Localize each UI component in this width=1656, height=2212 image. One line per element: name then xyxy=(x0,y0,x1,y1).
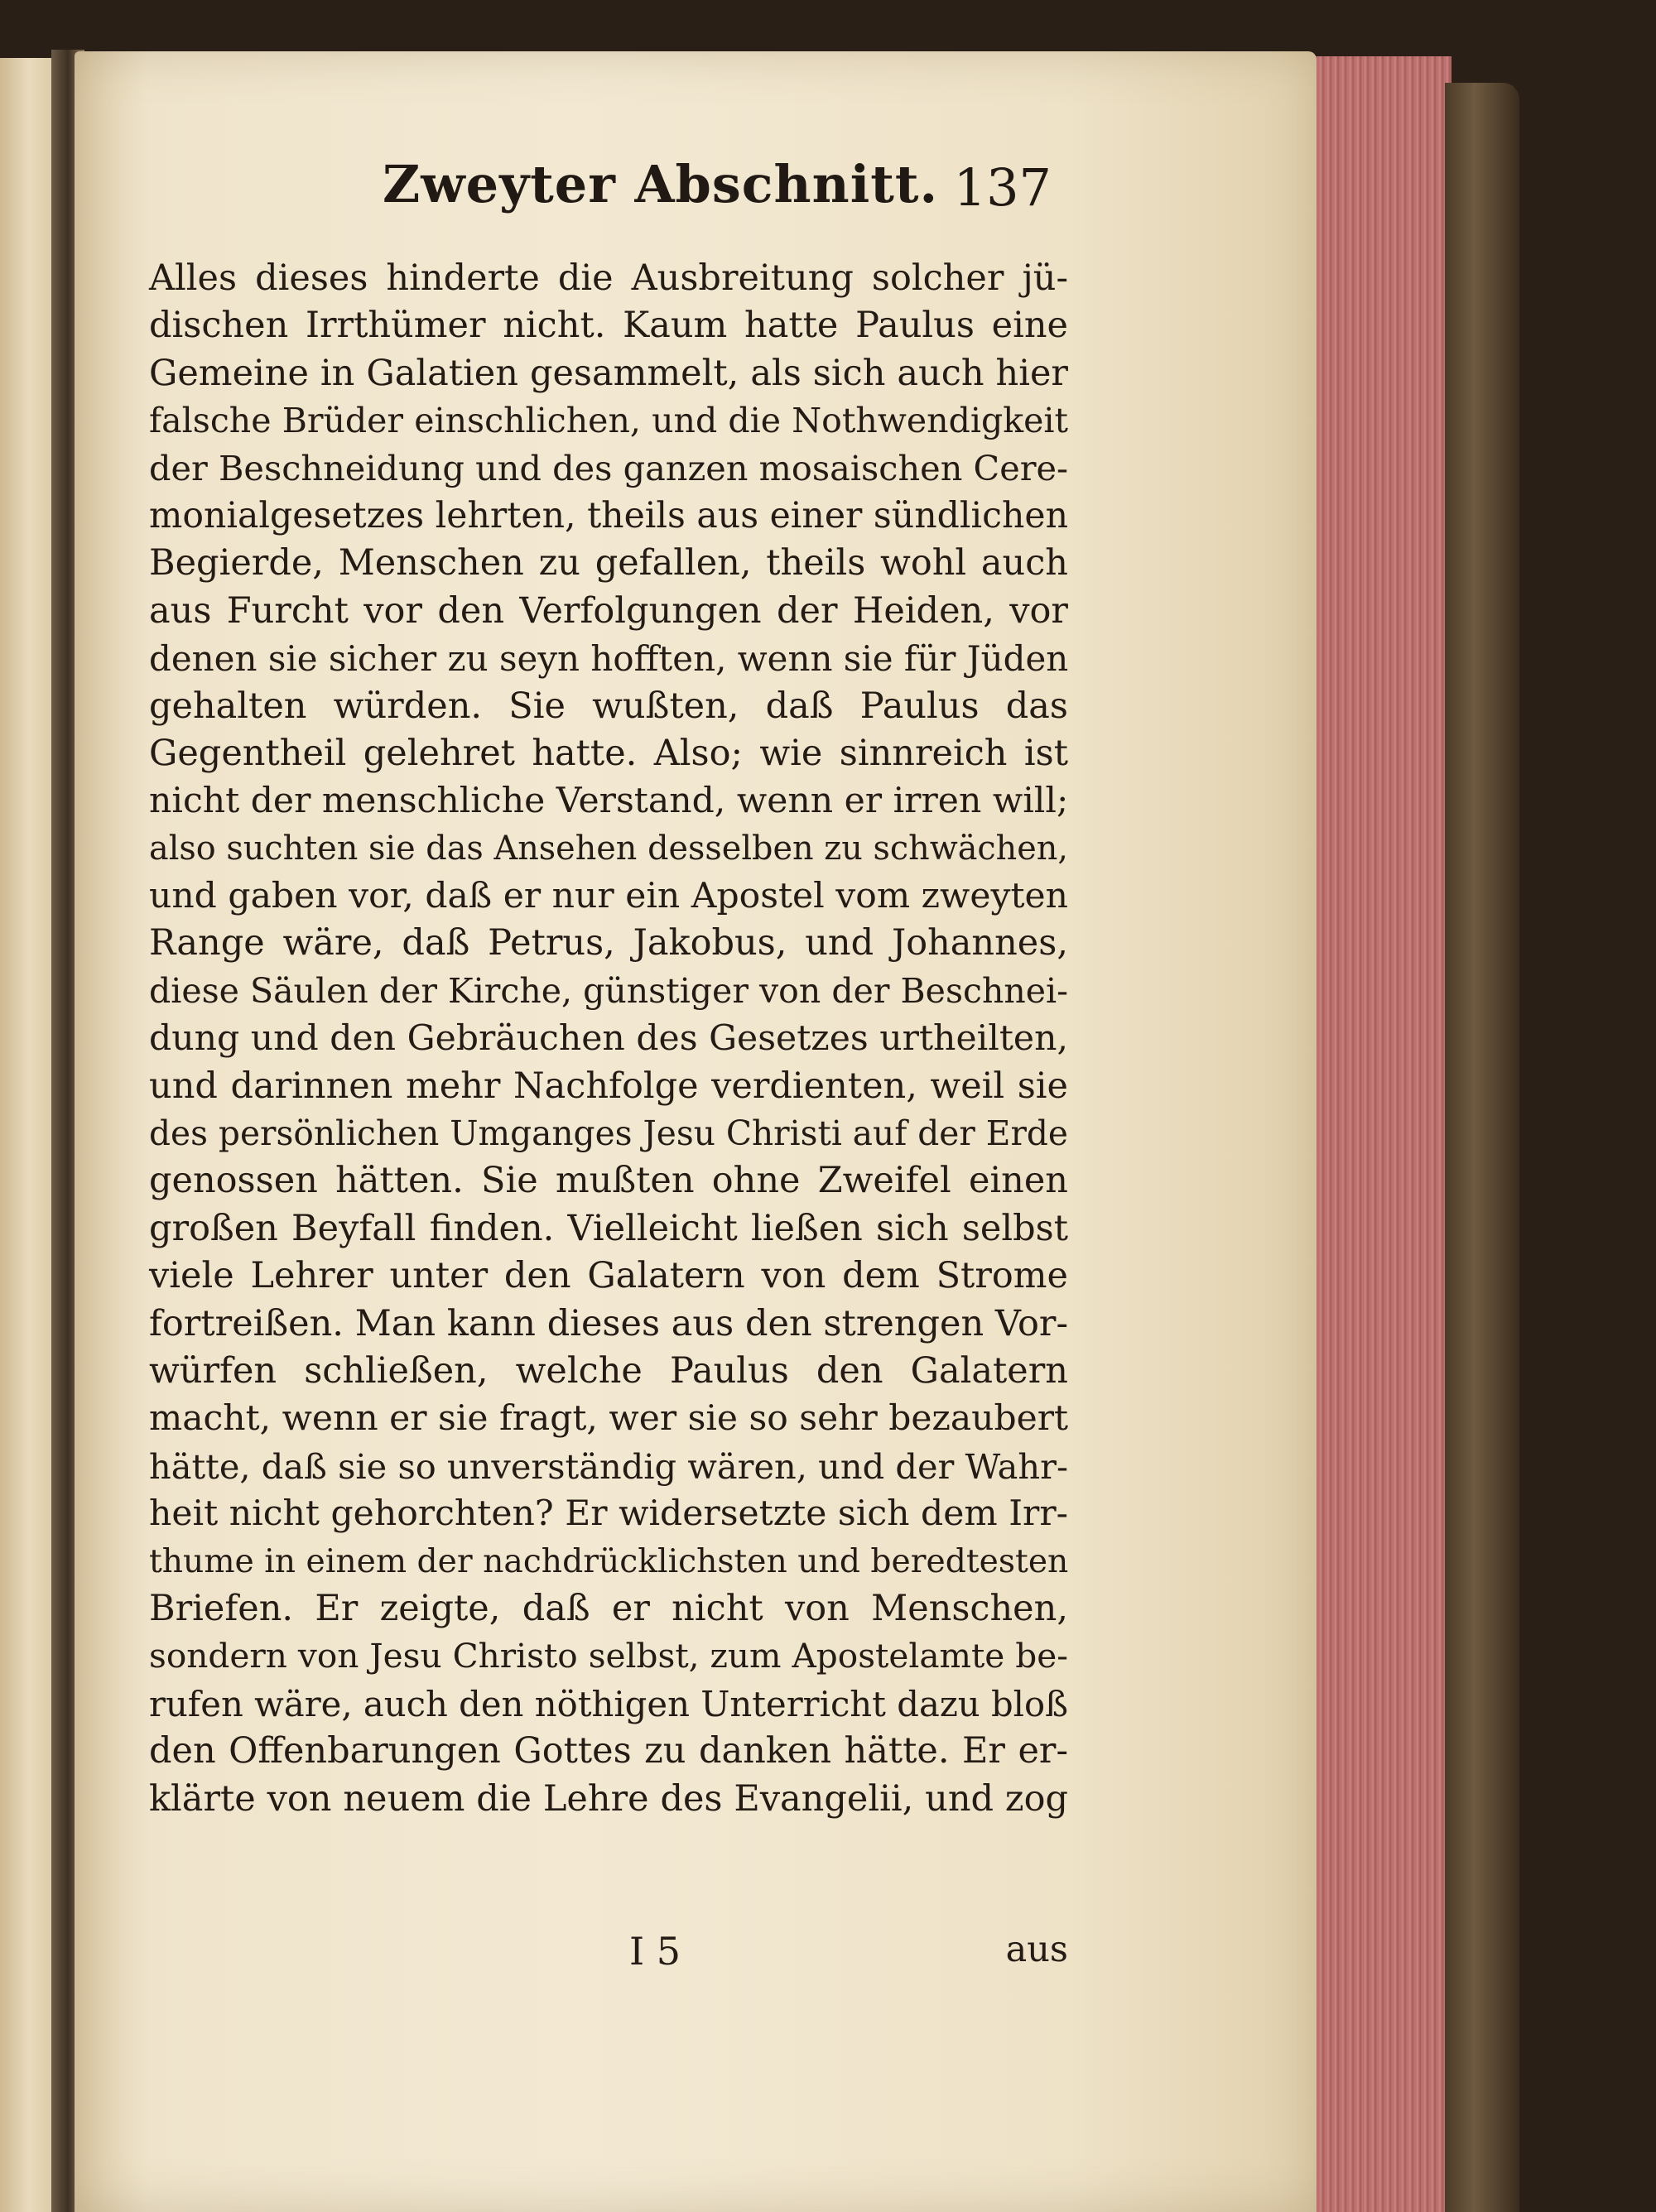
catchword: aus xyxy=(1005,1929,1068,1970)
text-line: heit nicht gehorchten? Er widersetzte sich dem Irr- xyxy=(149,1493,1068,1535)
page-footer xyxy=(149,1929,1068,1987)
running-head: Zweyter Abschnitt. xyxy=(383,154,939,214)
text-line: fortreißen. Man kann dieses aus den strengen Vor- xyxy=(149,1302,1068,1344)
text-line: würfen schließen, welche Paulus den Galatern xyxy=(149,1349,1068,1392)
text-line: und gaben vor, daß er nur ein Apostel vom zweyten xyxy=(149,876,1068,917)
text-line: Begierde, Menschen zu gefallen, theils wohl auch xyxy=(149,542,1068,584)
red-page-edges xyxy=(1308,56,1451,2212)
text-line: hätte, daß sie so unverständig wären, und der Wahr- xyxy=(149,1445,1068,1487)
text-line: gehalten würden. Sie wußten, daß Paulus das xyxy=(149,685,1068,727)
page-number: 137 xyxy=(953,157,1052,218)
text-line: dischen Irrthümer nicht. Kaum hatte Paulus eine xyxy=(149,305,1068,347)
text-line: dung und den Gebräuchen des Gesetzes urtheilten, xyxy=(149,1018,1068,1060)
text-line: viele Lehrer unter den Galatern von dem Strome xyxy=(149,1255,1068,1297)
text-line: der Beschneidung und des ganzen mosaischen Cere- xyxy=(149,448,1069,488)
book-cover xyxy=(1445,83,1519,2212)
signature-mark: I 5 xyxy=(629,1929,681,1974)
text-line: sondern von Jesu Christo selbst, zum Apostelamte be- xyxy=(149,1636,1068,1676)
text-line: Alles dieses hinderte die Ausbreitung solcher jü- xyxy=(149,257,1068,299)
page-header xyxy=(356,146,1052,237)
text-line: falsche Brüder einschlichen, und die Nothwendigkeit xyxy=(149,401,1068,441)
text-line: also suchten sie das Ansehen desselben zu schwächen, xyxy=(149,829,1068,868)
text-line: macht, wenn er sie fragt, wer sie so sehr bezaubert xyxy=(149,1398,1069,1440)
text-line: klärte von neuem die Lehre des Evangelii, und zog xyxy=(149,1777,1068,1820)
text-line: thume in einem der nachdrücklichsten und beredtesten xyxy=(149,1542,1069,1580)
body-text xyxy=(149,255,1068,1823)
text-line: Gemeine in Galatien gesammelt, als sich auch hier xyxy=(149,352,1068,394)
text-line: und darinnen mehr Nachfolge verdienten, weil sie xyxy=(149,1065,1068,1107)
text-line: rufen wäre, auch den nöthigen Unterricht dazu bloß xyxy=(149,1683,1068,1724)
text-line: diese Säulen der Kirche, günstiger von der Beschnei- xyxy=(149,970,1068,1011)
text-line: Gegentheil gelehret hatte. Also; wie sinnreich ist xyxy=(149,732,1068,774)
text-line: nicht der menschliche Verstand, wenn er irren will; xyxy=(149,781,1069,822)
text-line: monialgesetzes lehrten, theils aus einer sündlichen xyxy=(149,494,1069,536)
text-line: des persönlichen Umganges Jesu Christi auf der Erde xyxy=(149,1113,1068,1154)
text-line: denen sie sicher zu seyn hofften, wenn sie für Jüden xyxy=(149,638,1069,680)
text-line: Briefen. Er zeigte, daß er nicht von Menschen, xyxy=(149,1587,1068,1629)
text-line: genossen hätten. Sie mußten ohne Zweifel einen xyxy=(149,1160,1068,1202)
text-line: Range wäre, daß Petrus, Jakobus, und Johannes, xyxy=(149,922,1068,964)
text-line: aus Furcht vor den Verfolgungen der Heiden, vor xyxy=(149,589,1068,632)
text-line: großen Beyfall finden. Vielleicht ließen sich selbst xyxy=(149,1207,1068,1249)
text-line: den Offenbarungen Gottes zu danken hätte. Er er- xyxy=(149,1730,1068,1772)
